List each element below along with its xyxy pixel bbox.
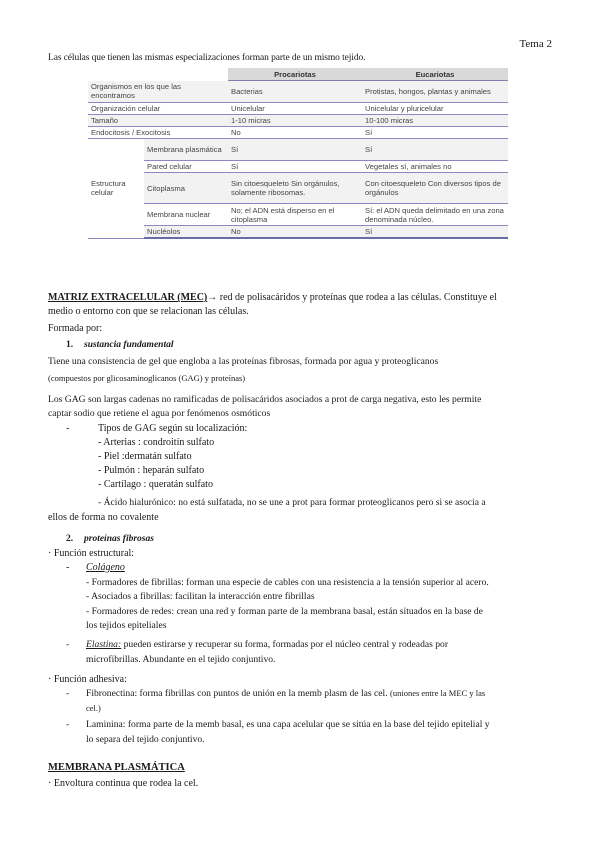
- section-heading: [66, 340, 173, 350]
- row-label: Citoplasma: [144, 173, 228, 204]
- formada-por: Formada por:: [48, 323, 103, 334]
- table-corner: [88, 68, 228, 81]
- row-label: Organización celular: [88, 103, 228, 115]
- section-number: 1.: [66, 340, 74, 350]
- section-heading: [66, 534, 154, 544]
- cell-procariotas: No: [228, 226, 362, 239]
- list-item: - Piel :dermatán sulfato: [98, 451, 192, 462]
- list-item: - Arterias : condroitín sulfato: [98, 437, 215, 448]
- colageno-item: [66, 561, 125, 575]
- header-procariotas: Procariotas: [228, 68, 362, 81]
- table-row: [88, 226, 508, 239]
- row-label: Tamaño: [88, 115, 228, 127]
- fibronectina-note-2: cel.): [86, 703, 101, 713]
- cell-procariotas: Sí: [228, 161, 362, 173]
- colageno-line-3b: los tejidos epiteliales: [86, 620, 167, 631]
- section-title: sustancia fundamental: [84, 340, 174, 350]
- elastina-item: [66, 638, 448, 652]
- hialuronico-line-1: - Ácido hialurónico: no está sulfatada, no se une a prot para formar proteoglicanos pero si se asocia a: [98, 497, 486, 508]
- tipos-title: Tipos de GAG según su localización:: [98, 423, 248, 434]
- row-label: Endocitosis / Exocitosis: [88, 127, 228, 139]
- mec-def-2: medio o entorno con que se relacionan las células.: [48, 306, 249, 317]
- table-row: [88, 161, 508, 173]
- arrow-icon: →: [207, 292, 218, 303]
- table-row: [88, 127, 508, 139]
- group-label: Estructura celular: [88, 139, 144, 239]
- tipos-item: [66, 422, 247, 436]
- elastina-title: Elastina:: [86, 639, 122, 650]
- mec-def-1: red de polisacáridos y proteínas que rodea a las células. Constituye el: [219, 292, 497, 303]
- gag-line-1: Los GAG son largas cadenas no ramificadas de polisacáridos asociados a prot de carga negativa, esto les permite: [48, 394, 482, 405]
- s1-line-1: Tiene una consistencia de gel que engloba a las proteínas fibrosas, formada por agua y proteoglicanos: [48, 356, 439, 367]
- table-row: [88, 115, 508, 127]
- row-label: Organismos en los que las encontramos: [88, 81, 228, 103]
- dash-marker: -: [66, 688, 70, 699]
- gag-line-2: captar sodio que retiene el agua por fenómenos osmóticos: [48, 408, 271, 419]
- colageno-title: Colágeno: [86, 562, 125, 573]
- row-label: Pared celular: [144, 161, 228, 173]
- cell-eucariotas: Unicelular y pluricelular: [362, 103, 508, 115]
- row-label: Nucléolos: [144, 226, 228, 239]
- row-label: Membrana nuclear: [144, 204, 228, 226]
- cell-procariotas: No: [228, 127, 362, 139]
- cell-procariotas: No; el ADN está disperso en el citoplasma: [228, 204, 362, 226]
- table-header-row: [88, 68, 508, 81]
- page-number: Tema 2: [519, 38, 552, 50]
- laminina-line-1: Laminina: forma parte de la memb basal, es una capa acelular que se sitúa en la base del tejido epitelial y: [86, 719, 490, 730]
- dash-marker: -: [66, 562, 70, 573]
- colageno-line-2: - Asociados a fibrillas: facilitan la interacción entre fibrillas: [86, 591, 315, 602]
- list-item: - Cartílago : queratán sulfato: [98, 479, 213, 490]
- table-row: [88, 103, 508, 115]
- table-row: [88, 139, 508, 161]
- cell-eucariotas: Con citoesqueleto Con diversos tipos de orgánulos: [362, 173, 508, 204]
- cell-eucariotas: 10-100 micras: [362, 115, 508, 127]
- comparison-table: [88, 68, 508, 239]
- dash-marker: -: [66, 639, 70, 650]
- colageno-line-3a: - Formadores de redes: crean una red y forman parte de la membrana basal, están situados en la base de: [86, 606, 483, 617]
- table-row: [88, 204, 508, 226]
- table-row: [88, 173, 508, 204]
- fibronectina-note-1: (uniones entre la MEC y las: [390, 688, 486, 698]
- cell-eucariotas: Protistas, hongos, plantas y animales: [362, 81, 508, 103]
- section-number: 2.: [66, 534, 74, 544]
- list-item: - Pulmón : heparán sulfato: [98, 465, 205, 476]
- mec-title: MATRIZ EXTRACELULAR (MEC): [48, 292, 208, 303]
- cell-eucariotas: Sí: [362, 127, 508, 139]
- cell-procariotas: Unicelular: [228, 103, 362, 115]
- cell-eucariotas: Sí: [362, 226, 508, 239]
- dash-marker: -: [66, 423, 70, 434]
- cell-procariotas: Sí: [228, 139, 362, 161]
- laminina-item: [66, 718, 490, 732]
- intro-text: Las células que tienen las mismas especializaciones forman parte de un mismo tejido.: [48, 53, 366, 63]
- row-label: Membrana plasmática: [144, 139, 228, 161]
- cell-procariotas: 1-10 micras: [228, 115, 362, 127]
- funcion-adhesiva: · Función adhesiva:: [48, 674, 127, 685]
- table-row: [88, 81, 508, 103]
- mec-definition-line-1: [48, 291, 497, 305]
- s1-line-2: (compuestos por glicosaminoglicanos (GAG) y proteínas): [48, 373, 246, 383]
- elastina-line-2: microfibrillas. Abundante en el tejido conjuntivo.: [86, 654, 276, 665]
- laminina-line-2: lo separa del tejido conjuntivo.: [86, 734, 205, 745]
- cell-procariotas: Bacterias: [228, 81, 362, 103]
- section-title: proteínas fibrosas: [84, 534, 154, 544]
- hialuronico-line-2: ellos de forma no covalente: [48, 512, 159, 523]
- fibronectina-item: [66, 687, 485, 701]
- membrana-title: MEMBRANA PLASMÁTICA: [48, 762, 185, 773]
- fibronectina-line-1: Fibronectina: forma fibrillas con puntos de unión en la memb plasm de las cel.: [86, 688, 388, 699]
- funcion-estructural: · Función estructural:: [48, 548, 135, 559]
- membrana-line: · Envoltura continua que rodea la cel.: [48, 778, 199, 789]
- cell-eucariotas: Sí: el ADN queda delimitado en una zona denominada núcleo.: [362, 204, 508, 226]
- header-eucariotas: Eucariotas: [362, 68, 508, 81]
- elastina-line-1: pueden estirarse y recuperar su forma, formadas por el núcleo central y rodeadas por: [123, 639, 449, 650]
- colageno-line-1: - Formadores de fibrillas: forman una especie de cables con una resistencia a la tensión superior al acero.: [86, 577, 489, 588]
- dash-marker: -: [66, 719, 70, 730]
- cell-procariotas: Sin citoesqueleto Sin orgánulos, solamente ribosomas.: [228, 173, 362, 204]
- cell-eucariotas: Vegetales sí, animales no: [362, 161, 508, 173]
- cell-eucariotas: Sí: [362, 139, 508, 161]
